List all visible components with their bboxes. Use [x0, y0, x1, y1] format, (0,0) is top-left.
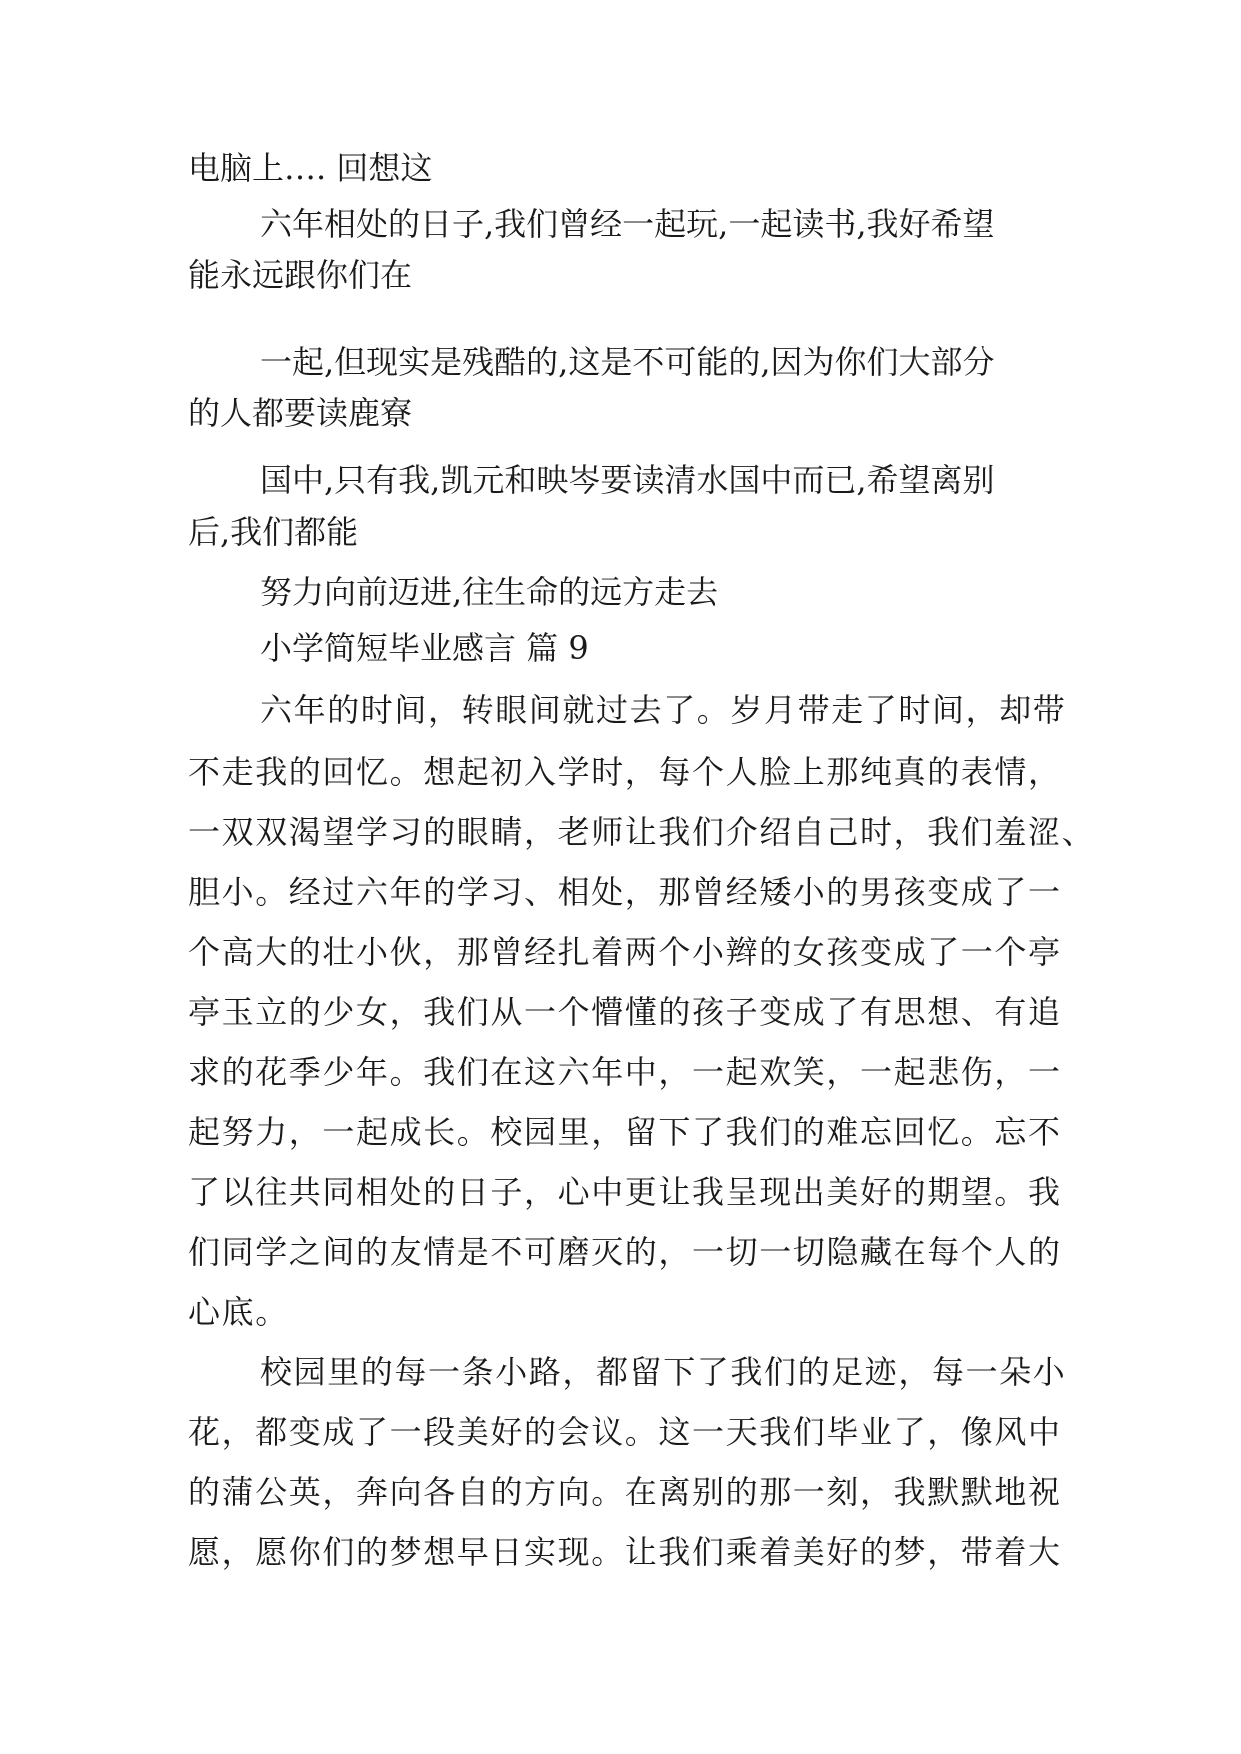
paragraph-8-line-1: 校园里的每一条小路，都留下了我们的足迹，每一朵小 — [260, 1353, 1067, 1391]
paragraph-8-line-2: 花，都变成了一段美好的会议。这一天我们毕业了，像风中 — [188, 1413, 1062, 1451]
paragraph-7-line-10: 们同学之间的友情是不可磨灭的，一切一切隐藏在每个人的 — [188, 1233, 1062, 1271]
paragraph-1-line-1: 电脑上…. 回想这 — [188, 149, 433, 187]
paragraph-7-line-4: 胆小。经过六年的学习、相处，那曾经矮小的男孩变成了一 — [188, 873, 1062, 911]
paragraph-3-line-1: 一起,但现实是残酷的,这是不可能的,因为你们大部分 — [260, 343, 995, 381]
paragraph-7-line-5: 个高大的壮小伙，那曾经扎着两个小辫的女孩变成了一个亭 — [188, 933, 1062, 971]
paragraph-8-line-3: 的蒲公英，奔向各自的方向。在离别的那一刻，我默默地祝 — [188, 1473, 1062, 1511]
paragraph-7-line-7: 求的花季少年。我们在这六年中，一起欢笑，一起悲伤，一 — [188, 1053, 1062, 1091]
paragraph-7-line-2: 不走我的回忆。想起初入学时，每个人脸上那纯真的表情， — [188, 753, 1062, 791]
paragraph-4-line-1: 国中,只有我,凯元和映岑要读清水国中而已,希望离别 — [260, 461, 995, 499]
paragraph-4-line-2: 后,我们都能 — [188, 513, 359, 551]
paragraph-7-line-11: 心底。 — [188, 1293, 289, 1331]
paragraph-7-line-3: 一双双渴望学习的眼睛，老师让我们介绍自己时，我们羞涩、 — [188, 813, 1096, 851]
paragraph-2-line-2: 能永远跟你们在 — [188, 256, 413, 294]
paragraph-7-line-8: 起努力，一起成长。校园里，留下了我们的难忘回忆。忘不 — [188, 1113, 1062, 1151]
paragraph-2-line-1: 六年相处的日子,我们曾经一起玩,一起读书,我好希望 — [260, 205, 995, 243]
paragraph-7-line-6: 亭玉立的少女，我们从一个懵懂的孩子变成了有思想、有追 — [188, 993, 1062, 1031]
paragraph-7-line-1: 六年的时间，转眼间就过去了。岁月带走了时间，却带 — [260, 691, 1067, 729]
section-heading: 小学简短毕业感言 篇 9 — [260, 629, 589, 667]
paragraph-7-line-9: 了以往共同相处的日子，心中更让我呈现出美好的期望。我 — [188, 1173, 1062, 1211]
paragraph-8-line-4: 愿，愿你们的梦想早日实现。让我们乘着美好的梦，带着大 — [188, 1533, 1062, 1571]
paragraph-5-line-1: 努力向前迈进,往生命的远方走去 — [260, 573, 719, 611]
paragraph-3-line-2: 的人都要读鹿寮 — [188, 394, 413, 432]
